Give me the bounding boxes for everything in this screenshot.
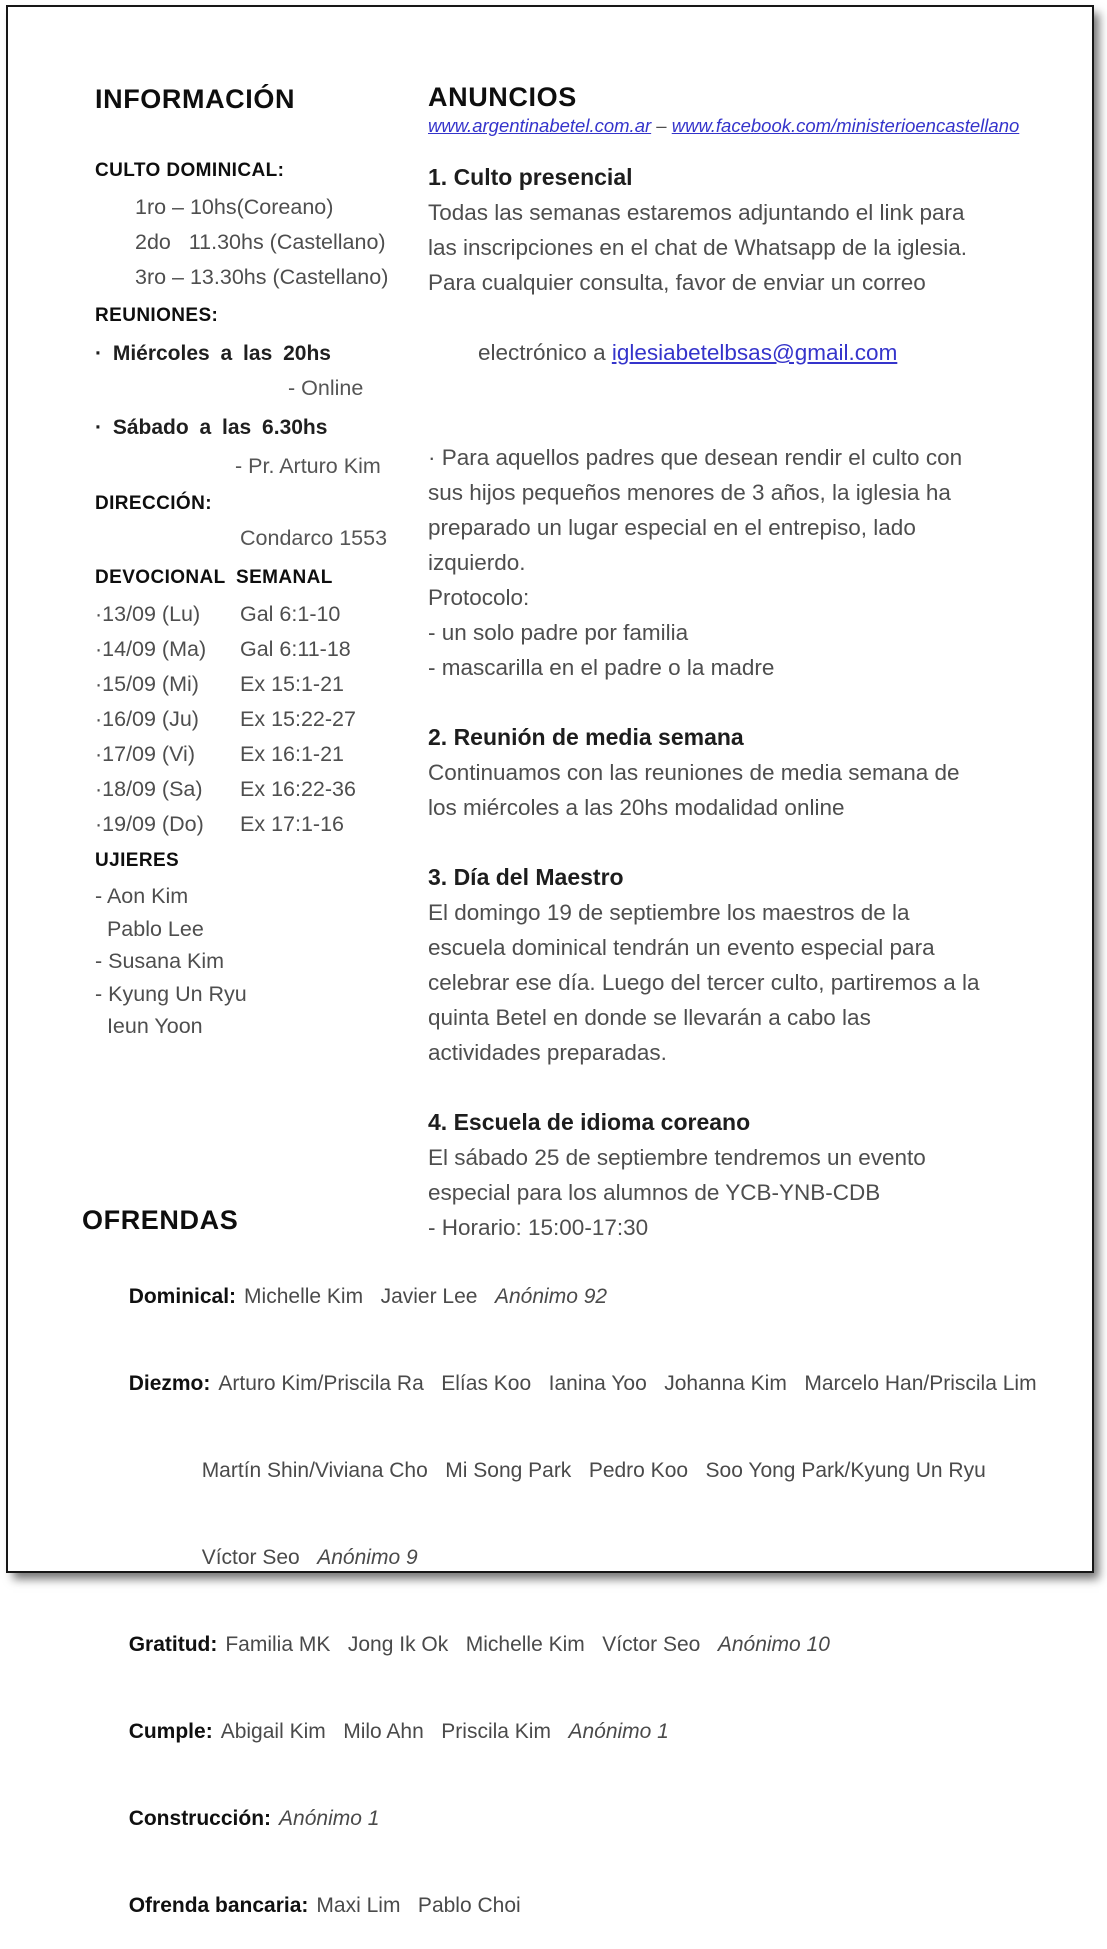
announcement-3-body [428,895,1038,1070]
ofrendas-value: Arturo Kim/Priscila Ra Elías Koo Ianina Yoo Johanna Kim Marcelo Han/Priscila Lim [218,1372,1037,1395]
culto-item-1: 1ro – 10hs(Coreano) [135,195,334,219]
devocional-date: ·13/09 (Lu) [95,602,201,626]
ofrendas-row-cumple [82,1688,1067,1775]
culto-dominical-heading: CULTO DOMINICAL: [95,160,285,181]
direccion-value: Condarco 1553 [240,526,388,550]
website-link[interactable]: www.argentinabetel.com.ar [428,115,652,136]
devocional-row [95,597,430,632]
ofrendas-label: Cumple: [128,1720,213,1743]
announcement-line: preparado un lugar especial en el entrepiso, lado [428,515,916,540]
devocional-row [95,807,430,842]
ujier-line: - Kyung Un Ryu [95,981,247,1006]
announcement-line: celebrar ese día. Luego del tercer culto, partiremos a la [428,970,980,995]
ofrendas-value: Familia MK Jong Ik Ok Michelle Kim Víctor Seo [225,1633,718,1656]
devocional-ref: Gal 6:11-18 [240,637,351,661]
devocional-date: ·18/09 (Sa) [95,777,203,801]
links-line [428,114,1038,138]
announcement-line: Todas las semanas estaremos adjuntando el link para [428,200,965,225]
ujier-line: Pablo Lee [95,916,204,941]
announcement-line: actividades preparadas. [428,1040,667,1065]
ofrendas-label: Construcción: [128,1807,272,1830]
ofrendas-row-dominical [82,1253,1067,1340]
announcement-4-heading: 4. Escuela de idioma coreano [428,1109,751,1135]
ofrendas-row-gratitud [82,1601,1067,1688]
devocional-ref: Ex 16:1-21 [240,742,344,766]
announcement-line: quinta Betel en donde se llevarán a cabo las [428,1005,871,1030]
facebook-link[interactable]: www.facebook.com/ministerioencastellano [671,115,1020,136]
announcement-line: Protocolo: [428,585,530,610]
reunion-sabado-note: - Pr. Arturo Kim [235,454,381,478]
ujieres-list [95,880,430,1043]
ujieres-heading: UJIERES [95,850,180,871]
ofrendas-section [82,1205,1067,1949]
ofrendas-row-diezmo [82,1340,1067,1427]
devocional-row [95,702,430,737]
anonymous-value: Anónimo 92 [494,1285,608,1308]
anuncios-column [428,82,1038,1245]
devocional-row [95,632,430,667]
announcement-line: - mascarilla en el padre o la madre [428,655,775,680]
ofrendas-title: OFRENDAS [82,1205,239,1235]
ofrendas-row-construccion [82,1775,1067,1862]
ujier-line: - Susana Kim [95,949,225,973]
announcement-line: - un solo padre por familia [428,620,689,645]
announcement-2-heading: 2. Reunión de media semana [428,724,744,750]
announcement-line: El domingo 19 de septiembre los maestros de la [428,900,910,925]
announcement-1-body [428,195,1038,685]
announcement-line: · Para aquellos padres que desean rendir el culto con [428,445,963,470]
ofrendas-label: Ofrenda bancaria: [128,1894,309,1917]
ofrendas-value: Maxi Lim Pablo Choi [316,1894,521,1917]
announcement-line: las inscripciones en el chat de Whatsapp de la iglesia. [428,235,968,260]
devocional-table [95,597,430,842]
ofrendas-label: Dominical: [128,1285,237,1308]
culto-dominical-list [95,190,430,295]
devocional-date: ·19/09 (Do) [95,812,204,836]
devocional-ref: Ex 17:1-16 [240,812,344,836]
announcement-line: los miércoles a las 20hs modalidad online [428,795,845,820]
announcement-line: especial para los alumnos de YCB-YNB-CDB [428,1180,881,1205]
anonymous-value: Anónimo 1 [568,1720,669,1743]
reunion-sabado: · Sábado a las 6.30hs [95,416,328,439]
anonymous-value: Anónimo 10 [717,1633,830,1656]
anonymous-value: Anónimo 1 [279,1807,380,1830]
devocional-ref: Ex 16:22-36 [240,777,356,801]
announcement-line: Continuamos con las reuniones de media semana de [428,760,960,785]
devocional-date: ·15/09 (Mi) [95,672,199,696]
devocional-heading: DEVOCIONAL SEMANAL [95,567,333,588]
ujier-line: - Aon Kim [95,884,189,908]
devocional-date: ·16/09 (Ju) [95,707,199,731]
ofrendas-row-diezmo-cont [82,1427,1067,1514]
ofrendas-value: Martín Shin/Viviana Cho Mi Song Park Pedro Koo Soo Yong Park/Kyung Un Ryu [201,1459,986,1482]
reuniones-heading: REUNIONES: [95,305,219,326]
ofrendas-value: Abigail Kim Milo Ahn Priscila Kim [220,1720,569,1743]
ofrendas-rows [82,1253,1067,1949]
ofrendas-label: Gratitud: [128,1633,218,1656]
announcement-line: El sábado 25 de septiembre tendremos un evento [428,1145,926,1170]
email-line [428,300,1038,405]
devocional-ref: Gal 6:1-10 [240,602,341,626]
ofrendas-label: Diezmo: [128,1372,211,1395]
announcement-line: sus hijos pequeños menores de 3 años, la iglesia ha [428,480,951,505]
culto-item-3: 3ro – 13.30hs (Castellano) [135,265,389,289]
anuncios-title: ANUNCIOS [428,82,577,112]
ofrendas-value: Michelle Kim Javier Lee [244,1285,495,1308]
devocional-date: ·14/09 (Ma) [95,637,207,661]
ofrendas-value: Víctor Seo [201,1546,318,1569]
anonymous-value: Anónimo 9 [317,1546,418,1569]
devocional-ref: Ex 15:1-21 [240,672,344,696]
direccion-heading: DIRECCIÓN: [95,493,212,514]
announcement-2-body [428,755,1038,825]
devocional-date: ·17/09 (Vi) [95,742,195,766]
announcement-line: - Horario: 15:00-17:30 [428,1215,649,1240]
announcement-1-heading: 1. Culto presencial [428,164,633,190]
culto-item-2: 2do 11.30hs (Castellano) [135,230,386,254]
devocional-ref: Ex 15:22-27 [240,707,356,731]
devocional-row [95,737,430,772]
informacion-column [95,84,430,1043]
ofrendas-row-bancaria [82,1862,1067,1949]
devocional-row [95,667,430,702]
announcement-line: Para cualquier consulta, favor de enviar un correo [428,270,926,295]
announcement-line: escuela dominical tendrán un evento especial para [428,935,935,960]
ujier-line: Ieun Yoon [95,1014,203,1038]
email-prefix: electrónico a [478,340,612,365]
links-separator: – [651,115,672,136]
announcement-line: izquierdo. [428,550,526,575]
email-link[interactable]: iglesiabetelbsas@gmail.com [611,340,898,365]
announcement-3-heading: 3. Día del Maestro [428,864,624,890]
ofrendas-row-diezmo-cont [82,1514,1067,1601]
informacion-title: INFORMACIÓN [95,84,296,114]
reunion-miercoles: · Miércoles a las 20hs [95,342,331,365]
reunion-miercoles-note: - Online [288,376,364,400]
devocional-row [95,772,430,807]
